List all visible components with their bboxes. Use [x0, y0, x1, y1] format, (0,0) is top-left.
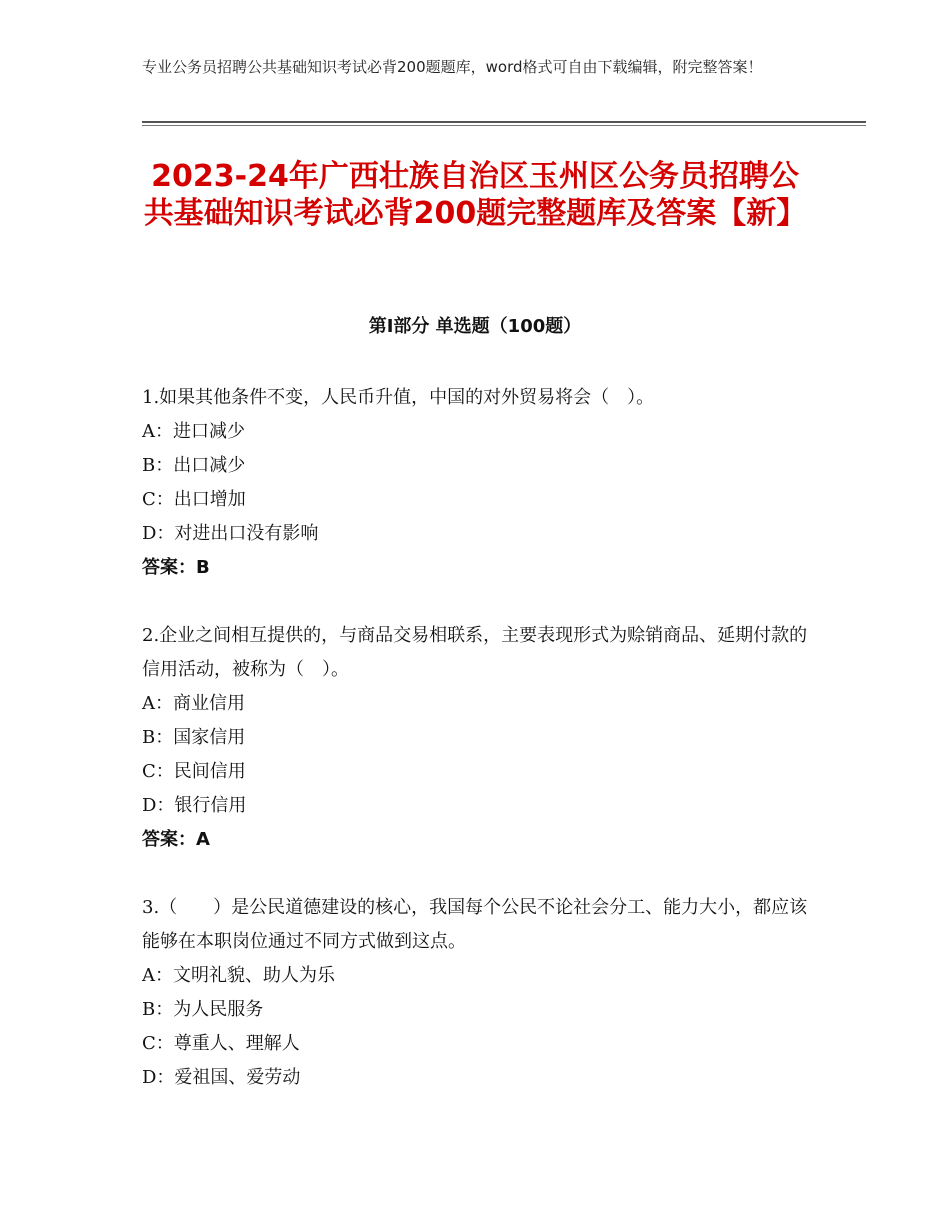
option-b: B：出口减少	[142, 455, 246, 476]
option-b: B：国家信用	[142, 727, 246, 748]
header-rule-thin	[142, 125, 866, 126]
question-2	[142, 619, 810, 857]
question-stem: 3.（ ）是公民道德建设的核心，我国每个公民不论社会分工、能力大小，都应该能够在本职岗位通过不同方式做到这点。	[142, 897, 808, 952]
question-1	[142, 381, 810, 585]
option-d: D：对进出口没有影响	[142, 523, 319, 544]
answer-line: 答案：A	[142, 829, 210, 850]
header-note: 专业公务员招聘公共基础知识考试必背200题题库，word格式可自由下载编辑，附完整答案！	[142, 58, 763, 76]
document-title: 2023-24年广西壮族自治区玉州区公务员招聘公共基础知识考试必背200题完整题库及答案【新】	[143, 159, 807, 231]
option-c: C：民间信用	[142, 761, 246, 782]
question-stem: 1.如果其他条件不变，人民币升值，中国的对外贸易将会（ ）。	[142, 387, 655, 408]
option-b: B：为人民服务	[142, 999, 264, 1020]
option-a: A：文明礼貌、助人为乐	[142, 965, 335, 986]
option-d: D：银行信用	[142, 795, 247, 816]
option-d: D：爱祖国、爱劳动	[142, 1067, 301, 1088]
answer-line: 答案：B	[142, 557, 210, 578]
option-a: A：进口减少	[142, 421, 245, 442]
section-title: 第Ⅰ部分 单选题（100题）	[368, 316, 582, 337]
question-list	[142, 381, 810, 1129]
option-c: C：尊重人、理解人	[142, 1033, 300, 1054]
question-stem: 2.企业之间相互提供的，与商品交易相联系，主要表现形式为赊销商品、延期付款的信用活动，被称为（ ）。	[142, 625, 808, 680]
header-rule-thick	[142, 121, 866, 123]
option-a: A：商业信用	[142, 693, 245, 714]
question-3	[142, 891, 810, 1095]
option-c: C：出口增加	[142, 489, 246, 510]
